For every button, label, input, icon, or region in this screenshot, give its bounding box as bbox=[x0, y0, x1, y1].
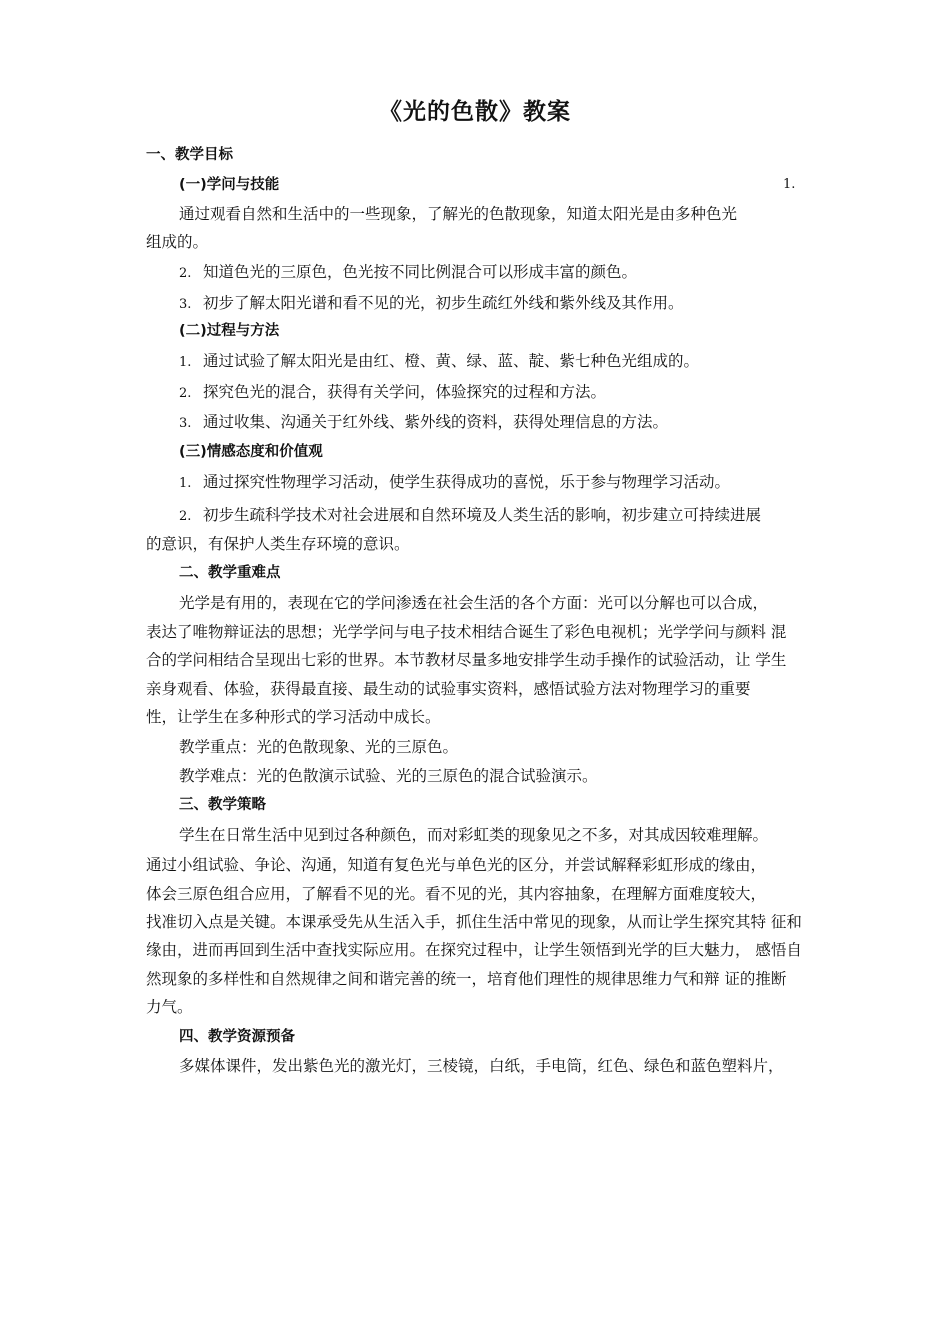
list-item bbox=[179, 262, 637, 284]
list-number: 2. bbox=[179, 509, 192, 524]
key-point-text: 教学重点：光的色散现象、光的三原色。 bbox=[179, 738, 459, 756]
list-number: 3. bbox=[179, 297, 192, 312]
section-1-heading: 一、教学目标 bbox=[146, 147, 233, 163]
list-item bbox=[179, 293, 684, 315]
subsection-3-heading: (三)情感态度和价值观 bbox=[179, 444, 323, 460]
list-marker: 1. bbox=[783, 177, 796, 192]
paragraph-line: 光学是有用的，表现在它的学问渗透在社会生活的各个方面：光可以分解也可以合成， bbox=[179, 594, 769, 612]
list-item bbox=[179, 351, 699, 373]
paragraph-line: 然现象的多样性和自然规律之间和谐完善的统一，培育他们理性的规律思维力气和辩 证的推断 bbox=[146, 970, 787, 988]
list-item-text: 知道色光的三原色，色光按不同比例混合可以形成丰富的颜色。 bbox=[203, 263, 638, 281]
list-item-text: 组成的。 bbox=[146, 233, 209, 251]
subsection-2-heading: (二)过程与方法 bbox=[179, 323, 280, 339]
paragraph-line: 多媒体课件，发出紫色光的激光灯，三棱镜，白纸，手电筒，红色、绿色和蓝色塑料片， bbox=[179, 1057, 784, 1075]
section-4-heading: 四、教学资源预备 bbox=[179, 1029, 295, 1045]
list-item bbox=[179, 472, 730, 494]
list-item-text: 通过探究性物理学习活动，使学生获得成功的喜悦，乐于参与物理学习活动。 bbox=[203, 473, 731, 491]
list-item-text: 探究色光的混合，获得有关学问，体验探究的过程和方法。 bbox=[203, 383, 607, 401]
list-item bbox=[179, 505, 761, 527]
paragraph-line: 体会三原色组合应用，了解看不见的光。看不见的光，其内容抽象，在理解方面难度较大， bbox=[146, 885, 767, 903]
list-item-text: 通过试验了解太阳光是由红、橙、黄、绿、蓝、靛、紫七种色光组成的。 bbox=[203, 352, 700, 370]
paragraph-line: 学生在日常生活中见到过各种颜色，而对彩虹类的现象见之不多，对其成因较难理解。 bbox=[179, 826, 769, 844]
list-item-text: 初步了解太阳光谱和看不见的光，初步生疏红外线和紫外线及其作用。 bbox=[203, 294, 684, 312]
subsection-1-heading: (一)学问与技能 bbox=[179, 177, 280, 193]
section-3-heading: 三、教学策略 bbox=[179, 797, 266, 813]
paragraph-line: 合的学问相结合呈现出七彩的世界。本节教材尽量多地安排学生动手操作的试验活动，让 学生 bbox=[146, 651, 787, 669]
paragraph-line: 找准切入点是关键。本课承受先从生活入手，抓住生活中常见的现象，从而让学生探究其特 征和 bbox=[146, 913, 802, 931]
paragraph-line: 亲身观看、体验，获得最直接、最生动的试验事实资料，感悟试验方法对物理学习的重要 bbox=[146, 680, 751, 698]
list-item-text: 通过观看自然和生活中的一些现象，了解光的色散现象，知道太阳光是由多种色光 bbox=[179, 205, 738, 223]
paragraph-line: 通过小组试验、争论、沟通，知道有复色光与单色光的区分，并尝试解释彩虹形成的缘由， bbox=[146, 856, 767, 874]
list-number: 1. bbox=[179, 355, 192, 370]
paragraph-line: 表达了唯物辩证法的思想；光学学问与电子技术相结合诞生了彩色电视机；光学学问与颜料 混 bbox=[146, 623, 787, 641]
document-title: 《光的色散》教案 bbox=[379, 99, 571, 125]
list-item bbox=[179, 382, 606, 404]
list-item-text: 通过收集、沟通关于红外线、紫外线的资料，获得处理信息的方法。 bbox=[203, 413, 669, 431]
paragraph-line: 性，让学生在多种形式的学习活动中成长。 bbox=[146, 708, 441, 726]
list-item bbox=[179, 412, 668, 434]
list-number: 3. bbox=[179, 416, 192, 431]
list-item-text: 初步生疏科学技术对社会进展和自然环境及人类生活的影响，初步建立可持续进展 bbox=[203, 506, 762, 524]
section-2-heading: 二、教学重难点 bbox=[179, 565, 281, 581]
paragraph-line: 力气。 bbox=[146, 998, 193, 1016]
difficulty-text: 教学难点：光的色散演示试验、光的三原色的混合试验演示。 bbox=[179, 767, 598, 785]
list-number: 2. bbox=[179, 266, 192, 281]
list-item-text: 的意识，有保护人类生存环境的意识。 bbox=[146, 535, 410, 553]
paragraph-line: 缘由，进而再回到生活中查找实际应用。在探究过程中，让学生领悟到光学的巨大魅力， 感悟自 bbox=[146, 941, 802, 959]
list-number: 1. bbox=[179, 476, 192, 491]
list-number: 2. bbox=[179, 386, 192, 401]
